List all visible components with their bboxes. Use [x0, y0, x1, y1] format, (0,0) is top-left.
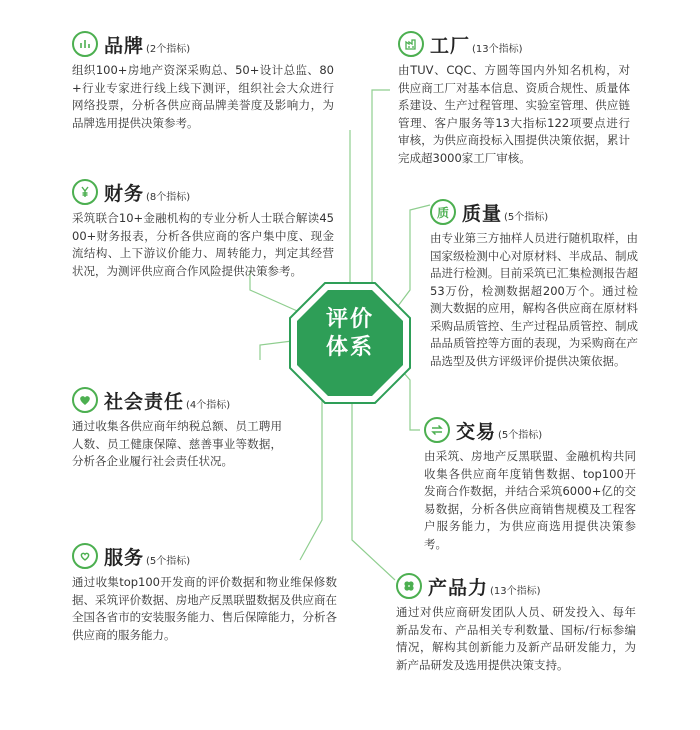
brand-block: [72, 28, 334, 132]
center-label: [310, 306, 390, 362]
factory-count: (13个指标): [472, 43, 523, 55]
line-factory: [372, 90, 390, 305]
social-title: 社会责任: [104, 390, 185, 413]
quality-count: (5个指标): [504, 211, 549, 223]
service-desc: 通过收集top100开发商的评价数据和物业维保修数据、采筑评价数据、房地产反黑联盟数据及供应商在全国各省市的安装服务能力、售后保障能力，分析各供应商的服务能力。: [72, 575, 337, 642]
money-chart-icon: [72, 179, 98, 205]
bar-chart-icon: [72, 31, 98, 57]
social-desc: 通过收集各供应商年纳税总额、员工聘用人数、员工健康保障、慈善事业等数据，分析各企业履行社会责任状况。: [72, 419, 282, 468]
finance-block: [72, 176, 334, 280]
service-title: 服务: [104, 546, 145, 569]
heart-hand-icon: [72, 387, 98, 413]
factory-icon: [398, 31, 424, 57]
service-icon: [72, 543, 98, 569]
finance-desc: 采筑联合10+金融机构的专业分析人士联合解读4500+财务报表，分析各供应商的客户集中度、现金流结构、上下游议价能力、周转能力，判定其经营状况，为测评供应商合作风险提供决策参考。: [72, 211, 334, 278]
trade-block: [424, 414, 636, 553]
product-desc: 通过对供应商研发团队人员、研发投入、每年新品发布、产品相关专利数量、国标/行标参编情况，解构其创新能力及新产品研发能力，为新产品研发及选用提供决策支持。: [396, 605, 636, 672]
quality-icon-glyph: 质: [436, 205, 449, 220]
factory-desc: 由TUV、CQC、方圆等国内外知名机构，对供应商工厂对基本信息、资质合规性、质量体系建设、生产过程管理、实验室管理、供应链管理、客户服务等13大指标122项要点进行审核，为供应商投标入围提供决策依据，累计完成超3000家工厂审核。: [398, 63, 630, 165]
center-label-line2: 体系: [325, 335, 374, 360]
trade-title: 交易: [456, 420, 497, 443]
social-block: [72, 384, 282, 471]
line-product: [352, 396, 395, 580]
finance-title: 财务: [104, 182, 145, 205]
trade-count: (5个指标): [498, 429, 543, 441]
product-count: (13个指标): [490, 585, 541, 597]
service-block: [72, 540, 337, 644]
line-service: [300, 400, 322, 560]
quality-icon: [430, 199, 456, 225]
quality-block: [430, 196, 638, 370]
clover-icon: [396, 573, 422, 599]
brand-count: (2个指标): [146, 43, 191, 55]
finance-count: (8个指标): [146, 191, 191, 203]
brand-title: 品牌: [104, 34, 145, 57]
quality-title: 质量: [462, 202, 503, 225]
center-label-line1: 评价: [325, 307, 374, 332]
service-count: (5个指标): [146, 555, 191, 567]
trade-desc: 由采筑、房地产反黑联盟、金融机构共同收集各供应商年度销售数据、top100开发商合作数据，并结合采筑6000+亿的交易数据，分析各供应商销售规模及工程客户服务能力，为供应商选用提供决策参考。: [424, 449, 636, 551]
social-count: (4个指标): [186, 399, 231, 411]
product-title: 产品力: [428, 576, 489, 599]
brand-desc: 组织100+房地产资深采购总、50+设计总监、80+行业专家进行线上线下测评，组织社会大众进行网络投票，分析各供应商品牌美誉度及影响力，为品牌选用提供决策参考。: [72, 63, 334, 130]
exchange-icon: [424, 417, 450, 443]
factory-title: 工厂: [430, 34, 471, 57]
product-block: [396, 570, 636, 674]
factory-block: [398, 28, 630, 167]
quality-desc: 由专业第三方抽样人员进行随机取样，由国家级检测中心对原材料、半成品、制成品进行检测。目前采筑已汇集检测报告超53万份，检测数据超200万个。通过检测大数据的应用，解构各供应商在原材料采购品质管控、生产过程品质管控、制成品品质管控等方面的表现，为采购商在产品选型及供方评级评价提供决策依据。: [430, 231, 638, 368]
